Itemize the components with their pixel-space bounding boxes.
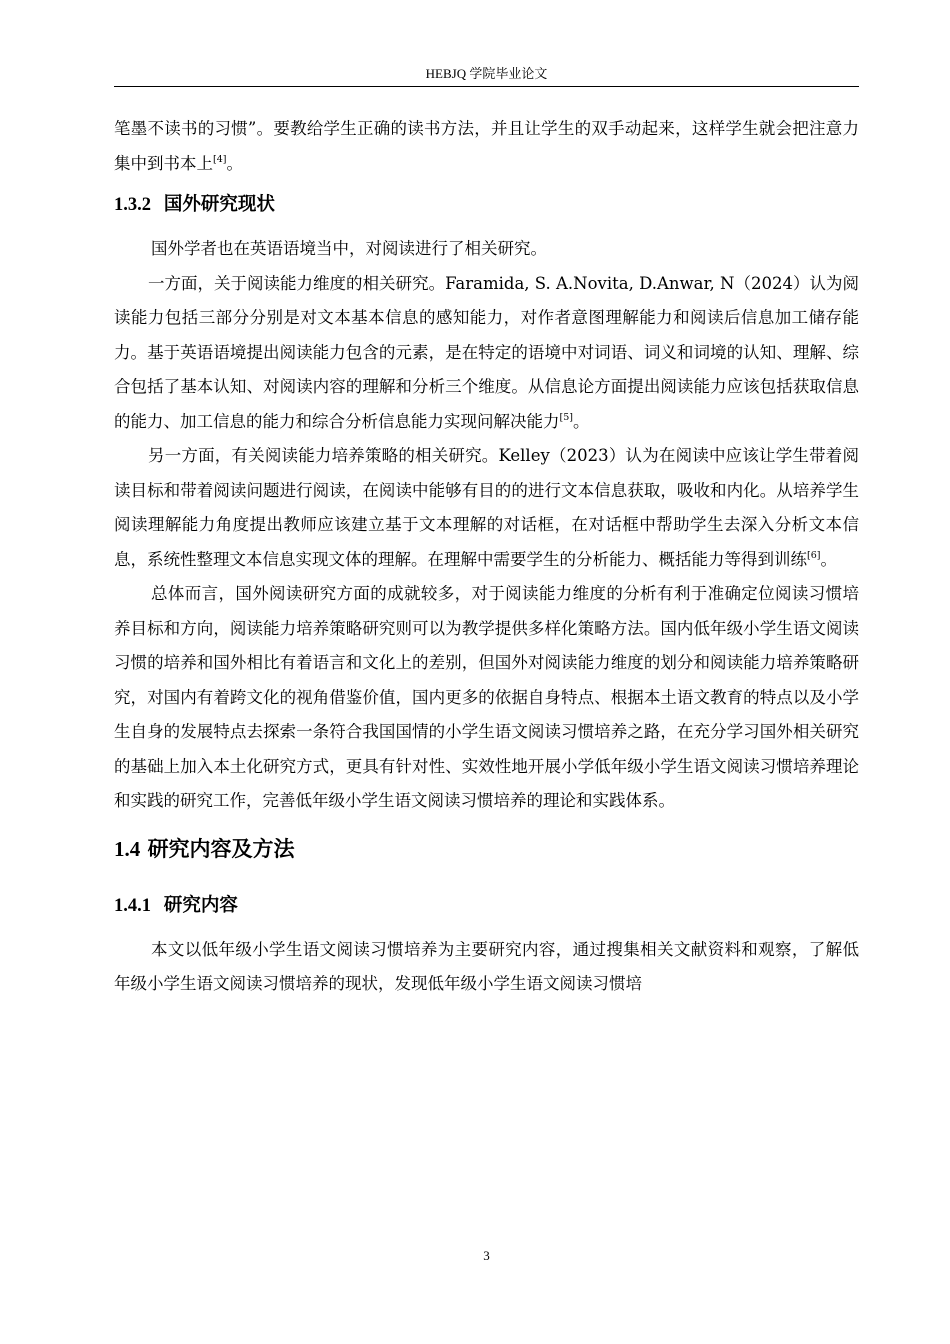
- content-paragraph: 本文以低年级小学生语文阅读习惯培养为主要研究内容，通过搜集相关文献资料和观察，了解低年级小学生语文阅读习惯培养的现状，发现低年级小学生语文阅读习惯培: [114, 939, 859, 993]
- paragraph-end: 。: [820, 549, 837, 569]
- section-heading-1-4-1: [114, 893, 859, 919]
- citation: [6]: [807, 549, 821, 561]
- section-number: 1.4: [114, 836, 141, 861]
- running-header: HEBJQ 学院毕业论文: [425, 66, 548, 81]
- page-body: [114, 112, 859, 1002]
- paragraph-text: 一方面，关于阅读能力维度的相关研究。Faramida, S. A.Novita, D.Anwar, N（2024）认为阅读能力包括三部分分别是对文本基本信息的感知能力，对作者意图理解能力和阅读后信息加工储存能力。基于英语语境提出阅读能力包含的元素，是在特定的语境中对词语、词义和词境的认知、理解、综合包括了基本认知、对阅读内容的理解和分析三个维度。从信息论方面提出阅读能力应该包括获取信息的能力、加工信息的能力和综合分析信息能力实现问解决能力: [114, 273, 859, 431]
- citation: [4]: [213, 153, 227, 165]
- strategy-paragraph: [114, 439, 859, 577]
- continued-paragraph: [114, 112, 859, 181]
- summary-paragraph: 总体而言，国外阅读研究方面的成就较多，对于阅读能力维度的分析有利于准确定位阅读习惯培养目标和方向，阅读能力培养策略研究则可以为教学提供多样化策略方法。国内低年级小学生语文阅读习惯的培养和国外相比有着语言和文化上的差别，但国外对阅读能力维度的划分和阅读能力培养策略研究，对国内有着跨文化的视角借鉴价值，国内更多的依据自身特点、根据本土语文教育的特点以及小学生自身的发展特点去探索一条符合我国国情的小学生语文阅读习惯培养之路，在充分学习国外相关研究的基础上加入本土化研究方式，更具有针对性、实效性地开展小学低年级小学生语文阅读习惯培养理论和实践的研究工作，完善低年级小学生语文阅读习惯培养的理论和实践体系。: [114, 584, 859, 810]
- page-number: 3: [483, 1248, 490, 1263]
- section-title: 研究内容: [163, 894, 238, 916]
- paragraph-end: 。: [226, 153, 243, 173]
- header-rule: [114, 86, 859, 87]
- dimension-paragraph: [114, 267, 859, 440]
- intro-paragraph: 国外学者也在英语语境当中，对阅读进行了相关研究。: [151, 239, 547, 258]
- paragraph-text: 另一方面，有关阅读能力培养策略的相关研究。Kelley（2023）认为在阅读中应该让学生带着阅读目标和带着阅读问题进行阅读，在阅读中能够有目的的进行文本信息获取，吸收和内化。从培养学生阅读理解能力角度提出教师应该建立基于文本理解的对话框，在对话框中帮助学生去深入分析文本信息，系统性整理文本信息实现文体的理解。在理解中需要学生的分析能力、概括能力等得到训练: [114, 446, 859, 569]
- citation: [5]: [559, 411, 573, 423]
- section-number: 1.3.2: [114, 195, 151, 215]
- section-heading-1-4: [114, 835, 859, 863]
- paragraph-text: 笔墨不读书的习惯”。要教给学生正确的读书方法，并且让学生的双手动起来，这样学生就会把注意力集中到书本上: [114, 119, 859, 173]
- section-number: 1.4.1: [114, 895, 151, 916]
- section-title: 国外研究现状: [163, 194, 275, 215]
- paragraph-end: 。: [572, 411, 590, 431]
- section-heading-1-3-2: [114, 192, 859, 218]
- section-title: 研究内容及方法: [147, 836, 295, 861]
